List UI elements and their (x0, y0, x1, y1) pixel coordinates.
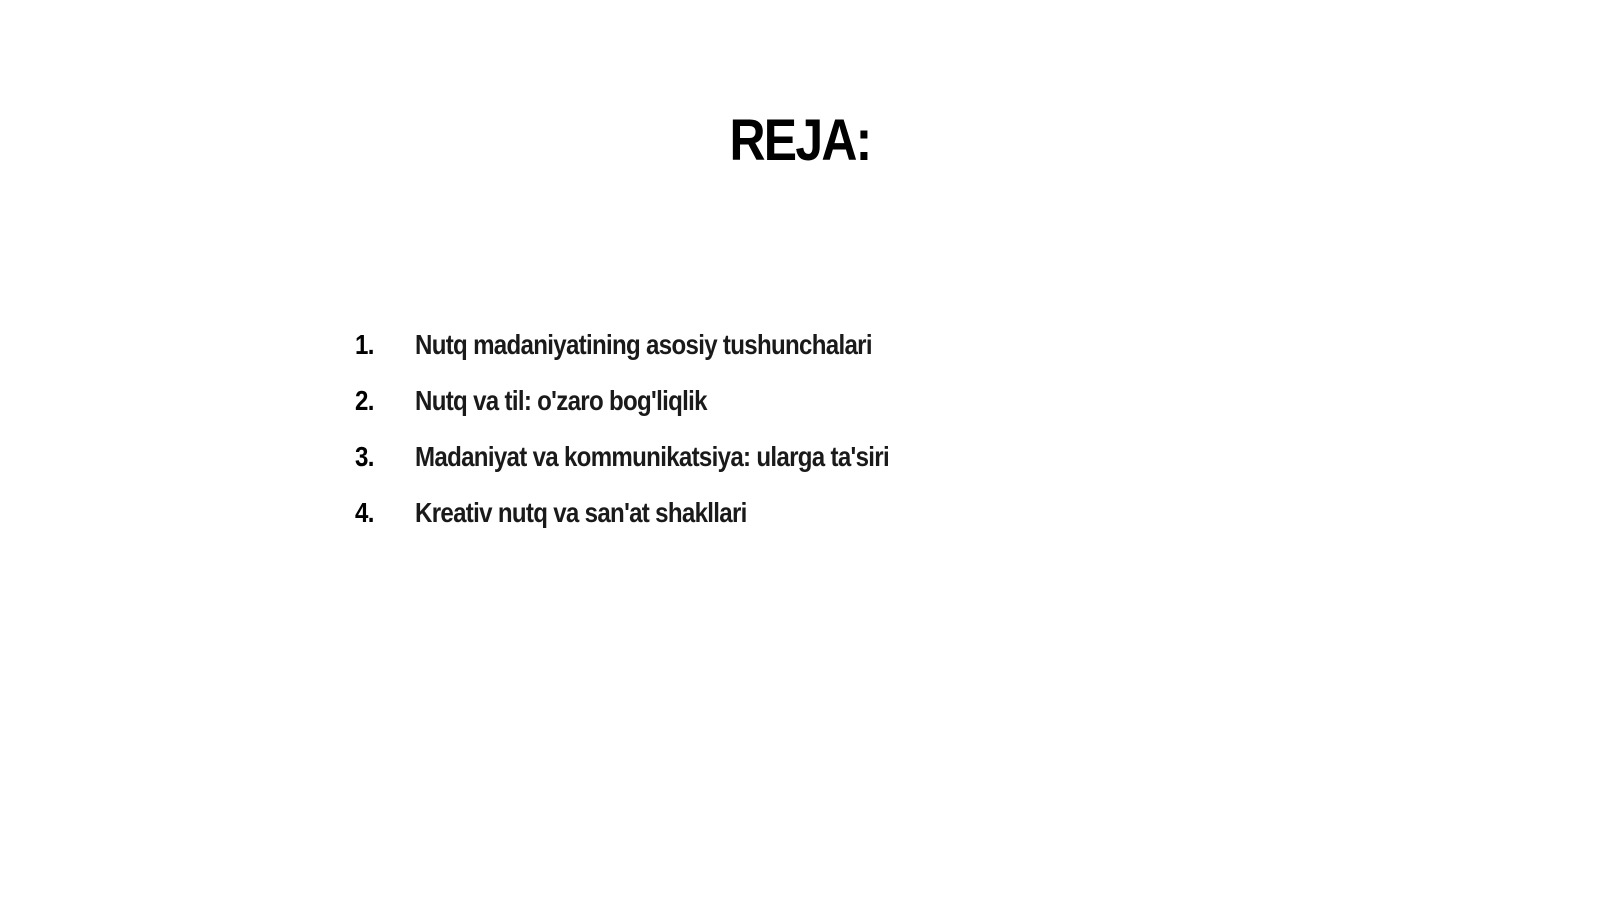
list-item-text: Madaniyat va kommunikatsiya: ularga ta'siri (415, 441, 889, 472)
list-item-number: 3. (355, 441, 374, 472)
list-item (355, 441, 966, 497)
list-item-number: 1. (355, 329, 374, 360)
list-item-text: Kreativ nutq va san'at shakllari (415, 497, 747, 528)
list-item-number: 2. (355, 385, 374, 416)
list-item-number: 4. (355, 497, 374, 528)
list-item-text: Nutq madaniyatining asosiy tushunchalari (415, 329, 872, 360)
list-item (355, 329, 966, 385)
list-item (355, 385, 966, 441)
plan-list (355, 329, 966, 553)
list-item (355, 497, 966, 553)
list-item-text: Nutq va til: o'zaro bog'liqlik (415, 385, 707, 416)
slide-title: REJA: (729, 108, 871, 173)
